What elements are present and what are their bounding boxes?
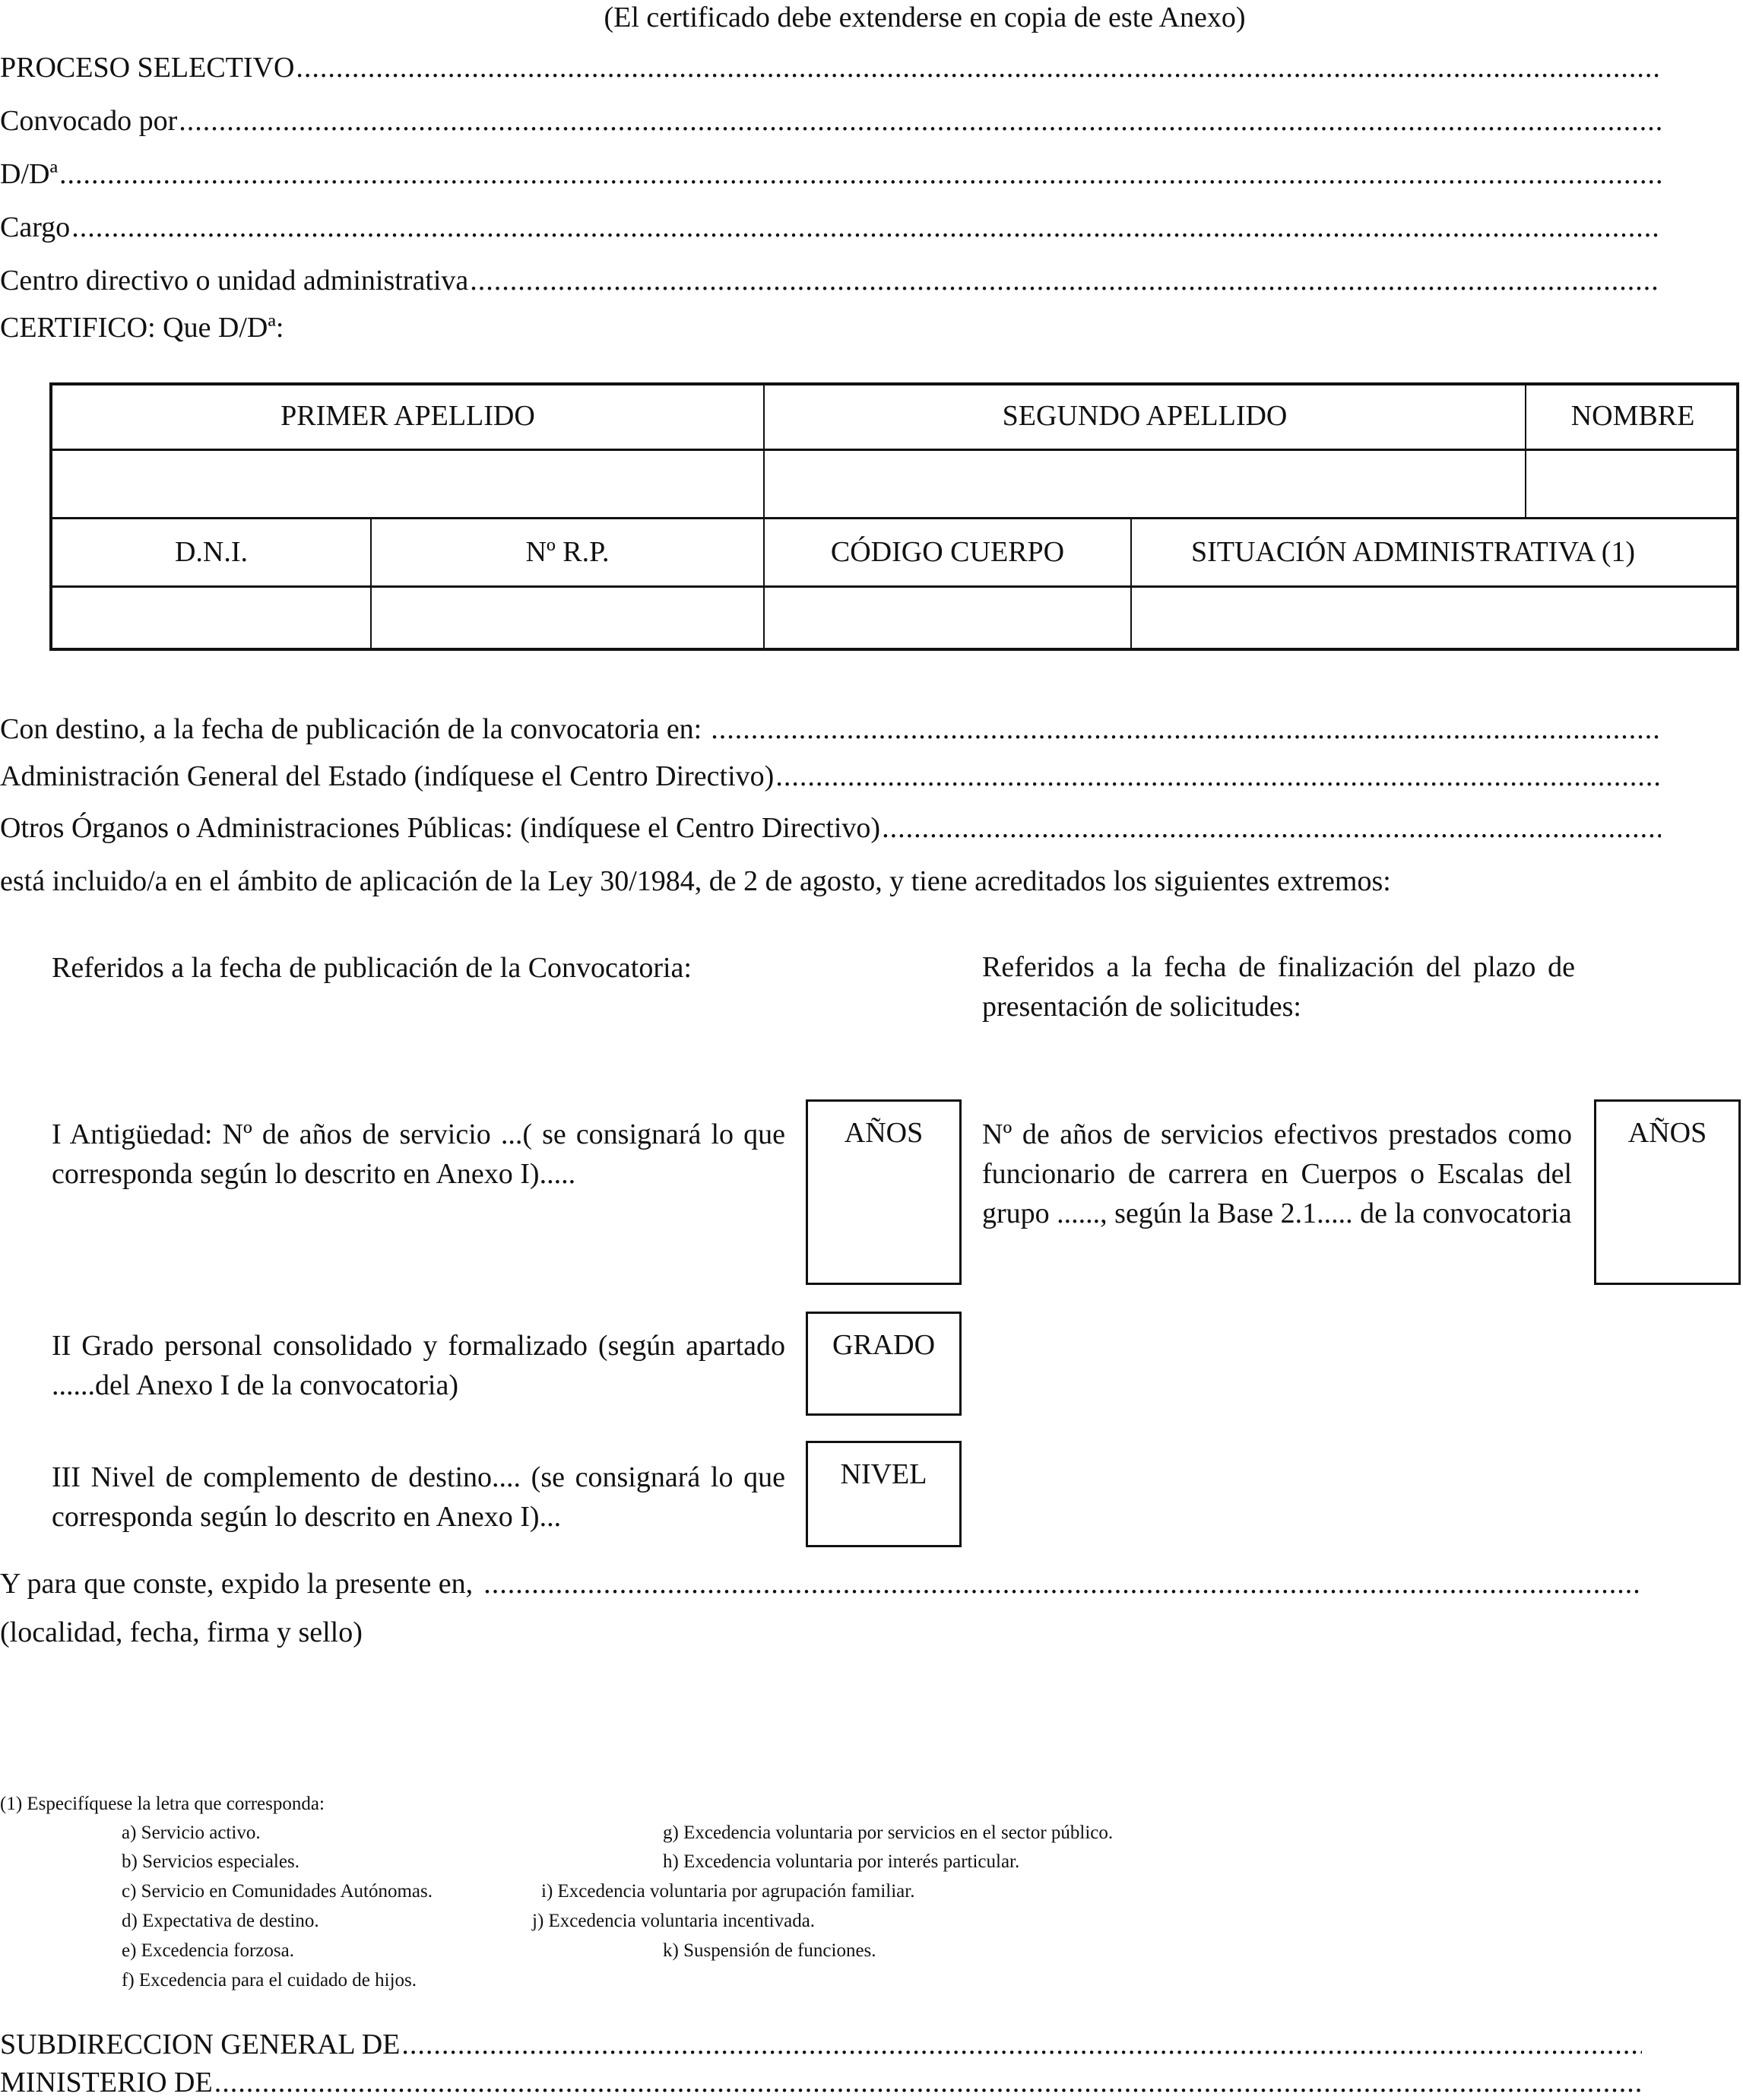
ambito-statement: está incluido/a en el ámbito de aplicación de la Ley 30/1984, de 2 de agosto, y tiene acreditados los siguientes extremos: — [0, 865, 1391, 897]
field-label: Convocado por — [0, 105, 178, 137]
field-label: D/Dª — [0, 158, 58, 190]
fill-line[interactable] — [296, 50, 1661, 85]
footnote-item-a: a) Servicio activo. — [122, 1822, 261, 1843]
signature-note: (localidad, fecha, firma y sello) — [0, 1616, 363, 1648]
input-situacion-administrativa[interactable] — [1132, 588, 1736, 649]
fill-line[interactable] — [59, 157, 1661, 192]
field-proceso-selectivo[interactable] — [0, 50, 1661, 85]
field-label: Administración General del Estado (indíquese el Centro Directivo) — [0, 760, 775, 792]
item-antiguedad-text: I Antigüedad: Nº de años de servicio ...( se consignará lo que corresponda según lo descrito en Anexo I)..... — [52, 1118, 785, 1190]
input-dni[interactable] — [52, 588, 370, 649]
header-primer-apellido: PRIMER APELLIDO — [280, 400, 535, 432]
field-centro-directivo[interactable] — [0, 263, 1661, 298]
footnote-item-c: c) Servicio en Comunidades Autónomas. — [122, 1881, 433, 1902]
box-label: NIVEL — [840, 1458, 927, 1490]
footnote-item-i: i) Excedencia voluntaria por agrupación familiar. — [541, 1881, 915, 1902]
field-label: SUBDIRECCION GENERAL DE — [0, 2029, 401, 2060]
field-label: MINISTERIO DE — [0, 2067, 213, 2098]
header-nrp: Nº R.P. — [525, 536, 610, 568]
fill-line[interactable] — [882, 810, 1661, 845]
left-column-heading: Referidos a la fecha de publicación de la Convocatoria: — [52, 952, 692, 984]
field-convocado-por[interactable] — [0, 103, 1661, 138]
footnote-item-k: k) Suspensión de funciones. — [663, 1940, 876, 1961]
fill-line[interactable] — [775, 759, 1661, 794]
input-nrp[interactable] — [372, 588, 763, 649]
field-label: Otros Órganos o Administraciones Públicas: (indíquese el Centro Directivo) — [0, 812, 881, 844]
box-anos-convocatoria[interactable] — [806, 1099, 962, 1285]
table-divider — [52, 517, 1736, 519]
box-label: AÑOS — [1627, 1117, 1707, 1149]
footnote-item-b: b) Servicios especiales. — [122, 1851, 299, 1872]
field-label: Centro directivo o unidad administrativa — [0, 265, 469, 297]
certifico-label: CERTIFICO: Que D/Dª: — [0, 312, 284, 344]
header-segundo-apellido: SEGUNDO APELLIDO — [1002, 400, 1288, 432]
field-d-da[interactable] — [0, 157, 1661, 192]
field-cargo[interactable] — [0, 210, 1661, 245]
fill-line[interactable] — [470, 263, 1661, 298]
fill-line[interactable] — [711, 712, 1661, 747]
box-grado[interactable] — [806, 1312, 962, 1416]
identity-table — [49, 382, 1739, 651]
field-expido[interactable] — [0, 1566, 1642, 1601]
fill-line[interactable] — [214, 2065, 1642, 2100]
item-anos-servicios-efectivos-text: Nº de años de servicios efectivos prestados como funcionario de carrera en Cuerpos o Escalas del grupo ......, según la Base 2.1..... de la convocatoria — [982, 1118, 1572, 1229]
box-anos-solicitudes[interactable] — [1594, 1099, 1741, 1285]
fill-line[interactable] — [179, 103, 1661, 138]
fill-line[interactable] — [71, 210, 1661, 245]
footnote-item-d: d) Expectativa de destino. — [122, 1911, 319, 1931]
item-nivel-text: III Nivel de complemento de destino.... (se consignará lo que corresponda según lo descrito en Anexo I)... — [52, 1461, 785, 1533]
box-label: AÑOS — [844, 1117, 924, 1149]
field-otros-organos[interactable] — [0, 810, 1661, 845]
certificate-copy-note: (El certificado debe extenderse en copia de este Anexo) — [604, 2, 1246, 33]
field-ministerio[interactable] — [0, 2065, 1642, 2100]
field-con-destino[interactable] — [0, 712, 1661, 747]
footnote-item-g: g) Excedencia voluntaria por servicios en el sector público. — [663, 1822, 1114, 1843]
box-nivel[interactable] — [806, 1441, 962, 1547]
input-primer-apellido[interactable] — [52, 451, 763, 517]
fill-line[interactable] — [483, 1566, 1642, 1601]
header-situacion-administrativa: SITUACIÓN ADMINISTRATIVA (1) — [1190, 536, 1636, 568]
footnote-item-j: j) Excedencia voluntaria incentivada. — [532, 1911, 816, 1931]
footnote-title: (1) Especifíquese la letra que corresponda: — [0, 1794, 325, 1814]
footnote-item-e: e) Excedencia forzosa. — [122, 1940, 294, 1961]
header-codigo-cuerpo: CÓDIGO CUERPO — [830, 536, 1065, 568]
footnote-item-f: f) Excedencia para el cuidado de hijos. — [122, 1970, 417, 1991]
header-dni: D.N.I. — [174, 536, 249, 568]
field-administracion-general[interactable] — [0, 759, 1661, 794]
input-nombre[interactable] — [1526, 451, 1739, 517]
box-label: GRADO — [832, 1329, 936, 1361]
field-label: Y para que conste, expido la presente en, — [0, 1568, 474, 1600]
fill-line[interactable] — [401, 2027, 1642, 2062]
field-subdireccion-general[interactable] — [0, 2027, 1642, 2062]
header-nombre: NOMBRE — [1570, 400, 1695, 432]
field-label: Cargo — [0, 211, 71, 243]
right-column-heading: Referidos a la fecha de finalización del plazo de presentación de solicitudes: — [982, 951, 1575, 1023]
footnote-item-h: h) Excedencia voluntaria por interés particular. — [663, 1851, 1020, 1872]
input-codigo-cuerpo[interactable] — [765, 588, 1130, 649]
field-label: PROCESO SELECTIVO — [0, 52, 295, 84]
input-segundo-apellido[interactable] — [765, 451, 1525, 517]
field-label: Con destino, a la fecha de publicación de la convocatoria en: — [0, 713, 702, 745]
item-grado-text: II Grado personal consolidado y formalizado (según apartado ......del Anexo I de la convocatoria) — [52, 1330, 785, 1401]
